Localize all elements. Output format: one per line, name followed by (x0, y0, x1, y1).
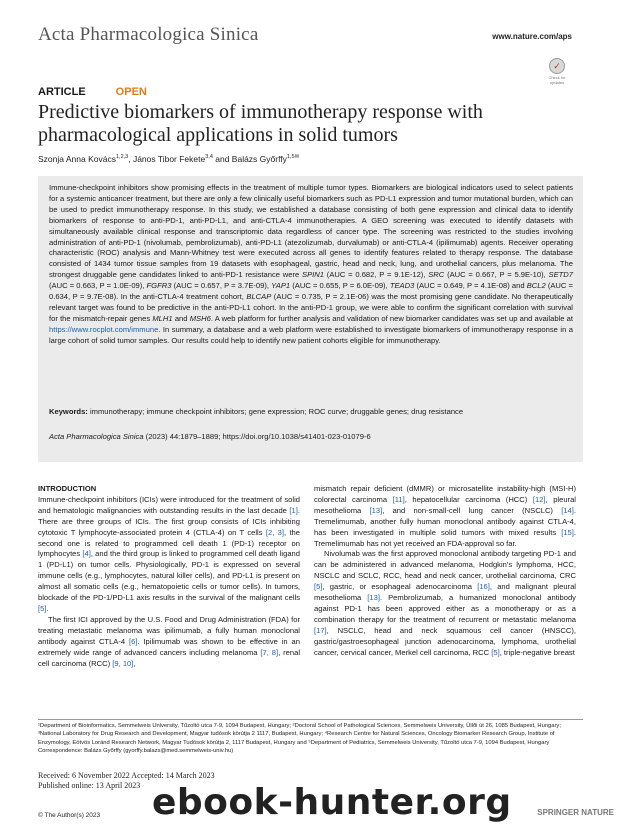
citation-line (49, 432, 573, 442)
author-2[interactable]: , János Tibor Fekete (128, 154, 206, 164)
keywords-list: immunotherapy; immune checkpoint inhibitors; gene expression; ROC curve; druggable genes; drug resistance (87, 407, 464, 416)
reference-link[interactable]: [9, 10] (112, 658, 134, 668)
section-heading: INTRODUCTION (38, 484, 97, 493)
reference-link[interactable]: [2, 3] (265, 527, 284, 537)
author-1-affil: 1,2,3 (115, 154, 129, 161)
reference-link[interactable]: [6] (128, 636, 138, 646)
affiliations-footnote (38, 722, 583, 755)
journal-name: Acta Pharmacologica Sinica (38, 24, 259, 45)
correspondence-text: Correspondence: Balázs Győrffy (gyorffy.balazs@med.semmelweis-univ.hu) (38, 747, 234, 754)
author-3[interactable]: and Balázs Győrffy (212, 154, 287, 164)
reference-link[interactable]: [15] (561, 527, 574, 537)
reference-link[interactable]: [13] (367, 593, 380, 603)
reference-link[interactable]: [12] (532, 494, 546, 504)
author-1[interactable]: Szonja Anna Kovács (38, 154, 116, 164)
reference-link[interactable]: [7, 8] (260, 647, 279, 657)
paragraph: Nivolumab was the first approved monoclonal antibody targeting PD-1 and can be administered in advanced melanoma, Hodgkin's lymphoma, HCC, NSCLC and SCLC, RCC, head and neck cancer, urothelial carcinoma, CRC [5], gastric, or esophageal adenocarcinoma [16], and malignant pleural mesothelioma [13]. Pembrolizumab, a humanized monoclonal antibody against PD-1 has been approved either as a monotherapy or as a combination therapy for the treatment of recurrent or metastatic melanoma [17], NSCLC, head and neck squamous cell cancer (HNSCC), gastric/gastroesophageal junction adenocarcinoma, lymphoma, urothelial cancer, cervical cancer, Merkel cell carcinoma, RCC [5], triple-negative breast (314, 549, 576, 657)
body-column-left (38, 484, 300, 669)
journal-url-link[interactable]: www.nature.com/aps (492, 32, 572, 41)
watermark: ebook-hunter.org (152, 782, 512, 823)
reference-link[interactable]: [13] (369, 505, 383, 515)
paragraph: mismatch repair deficient (dMMR) or microsatellite instability-high (MSI-H) colorectal carcinoma [11], hepatocellular carcinoma (HCC) [12], pleural mesothelioma [13], and non-small-cell lung cancer (NSCLC) [14]. Tremelimumab, another fully human monoclonal antibody against CTLA-4, has been investigated in multiple solid tumors with mixed results [15]. Tremelimumab has not yet received an FDA-approval so far. (314, 484, 576, 548)
check-updates-icon: ✓ (549, 58, 565, 74)
reference-link[interactable]: [14] (561, 505, 574, 515)
keywords (49, 407, 573, 417)
article-type: ARTICLE (38, 86, 86, 98)
received-accepted: Received: 6 November 2022 Accepted: 14 March 2023 (38, 771, 215, 780)
rocplot-link[interactable]: https://www.rocplot.com/immune (49, 324, 159, 334)
author-list (38, 154, 299, 164)
reference-link[interactable]: [16] (477, 582, 490, 592)
reference-link[interactable]: [5] (38, 603, 47, 613)
paragraph: Immune-checkpoint inhibitors (ICIs) were introduced for the treatment of solid and hematologic malignancies with outstanding results in the last decade [1]. There are three groups of ICIs. The first group consists of ICIs inhibiting cytotoxic T lymphocyte-associated protein 4 (CTLA-4) on T cells [2, 3], the second one is related to programmed cell death 1 (PD-1) receptor on lymphocytes [4], and the third group is linked to programmed cell death ligand 1 (PD-L1) on tumor cells. Physiologically, PD-1 is expressed on several immune cells (e.g., lymphocytes, natural killer cells), and PD-L1 is present on almost all somatic cells (e.g., hematopoietic cells or tumor cells). In tumors, blockade of the PD-1/PD-L1 axis results in the survival of the malignant cells [5]. (38, 494, 301, 613)
copyright-notice: © The Author(s) 2023 (38, 812, 101, 819)
citation-doi[interactable]: (2023) 44:1879–1889; https://doi.org/10.1038/s41401-023-01079-6 (143, 432, 371, 441)
paragraph: The first ICI approved by the U.S. Food and Drug Administration (FDA) for treating metastatic melanoma was ipilimumab, a fully human monoclonal antibody against CTLA-4 [6]. Ipilimumab was shown to be effective in an extremely wide range of advanced cancers including melanoma [7, 8], renal cell carcinoma (RCC) [9, 10], (38, 614, 301, 668)
affiliations-text: ¹Department of Bioinformatics, Semmelweis University, Tűzoltó utca 7-9, 1094 Budapest, Hungary; ²Doctoral School of Pathological Sciences, Semmelweis University, Üllői út 26, 1085 Budapest, Hungary; ³National Laboratory for Drug Research and Development, Magyar tudósok körútja 2 1117, Budapest, Hungary; ⁴Research Centre for Natural Sciences, Oncology Biomarker Research Group, Institute of Enzymology, Eötvös Loránd Research Network, Magyar Tudósok körútja 2, 1117 Budapest, Hungary and ⁵Department of Pediatrics, Semmelweis University, Tűzoltó utca 7-9, 1094 Budapest, Hungary (38, 723, 561, 746)
reference-link[interactable]: [4] (82, 549, 91, 559)
footnote-divider (38, 719, 583, 720)
published-online: Published online: 13 April 2023 (38, 781, 141, 790)
check-updates-label: Check for updates (548, 75, 566, 85)
reference-link[interactable]: [5] (491, 647, 500, 657)
publisher-logo: SPRINGER NATURE (537, 808, 614, 817)
citation-journal: Acta Pharmacologica Sinica (49, 432, 144, 441)
author-2-affil: 3,4 (205, 154, 213, 161)
reference-link[interactable]: [11] (392, 494, 405, 504)
open-access-label: OPEN (115, 86, 147, 98)
check-for-updates-badge[interactable] (546, 58, 568, 86)
abstract-text: Immune-checkpoint inhibitors show promising effects in the treatment of multiple tumor types. Biomarkers are biological indicators used to select patients for a systemic anticancer treatment, but there are only a few clinically useful biomarkers such as PD-L1 expression and tumor mutational burden, which can be used to predict immunotherapy response. In this study, we established a database consisting of both gene expression and clinical data to identify biomarkers of response to anti-PD-1, anti-PD-L1, and anti-CTLA-4 immunotherapies. A GEO screening was executed to identify datasets with simultaneously available clinical response and transcriptomic data regardless of cancer type. The screening was restricted to the studies involving administration of anti-PD-1 (nivolumab, pembrolizumab), anti-PD-L1 (atezolizumab, durvalumab) or anti-CTLA-4 (ipilimumab) agents. Receiver operating characteristic (ROC) analysis and Mann-Whitney test were executed across all genes to identify features related to therapy response. The database consisted of 1434 tumor tissue samples from 19 datasets with esophageal, gastric, head and neck, lung, and urothelial cancers, plus melanoma. The strongest druggable gene candidates linked to anti-PD-1 resistance were SPIN1 (AUC = 0.682, P = 9.1E-12), SRC (AUC = 0.667, P = 5.9E-10), SETD7 (AUC = 0.663, P = 1.0E-09), FGFR3 (AUC = 0.657, P = 3.7E-09), YAP1 (AUC = 0.655, P = 6.0E-09), TEAD3 (AUC = 0.649, P = 4.1E-08) and BCL2 (AUC = 0.634, P = 9.7E-08). In the anti-CTLA-4 treatment cohort, BLCAP (AUC = 0.735, P = 2.1E-06) was the most promising gene candidate. No therapeutically relevant target was found to be predictive in the anti-PD-L1 cohort. In the anti-PD-1 group, we were able to confirm the significant correlation with survival for the mismatch-repair genes MLH1 and MSH6. A web platform for further analysis and validation of new biomarker candidates was set up and available at https://www.rocplot.com/immune. In summary, a database and a web platform were established to investigate biomarkers of immunotherapy response in a large cohort of solid tumor samples. Our results could help to identify new patient cohorts eligible for immunotherapy. (49, 183, 574, 345)
keywords-label: Keywords: (49, 407, 88, 416)
author-3-affil: 1,5✉ (286, 154, 300, 161)
reference-link[interactable]: [5] (314, 582, 323, 592)
reference-link[interactable]: [17] (314, 625, 327, 635)
article-type-row (38, 86, 147, 98)
reference-link[interactable]: [1] (289, 505, 298, 515)
body-column-right (314, 484, 576, 659)
article-title: Predictive biomarkers of immunotherapy response with pharmacological applications in solid tumors (38, 101, 483, 146)
